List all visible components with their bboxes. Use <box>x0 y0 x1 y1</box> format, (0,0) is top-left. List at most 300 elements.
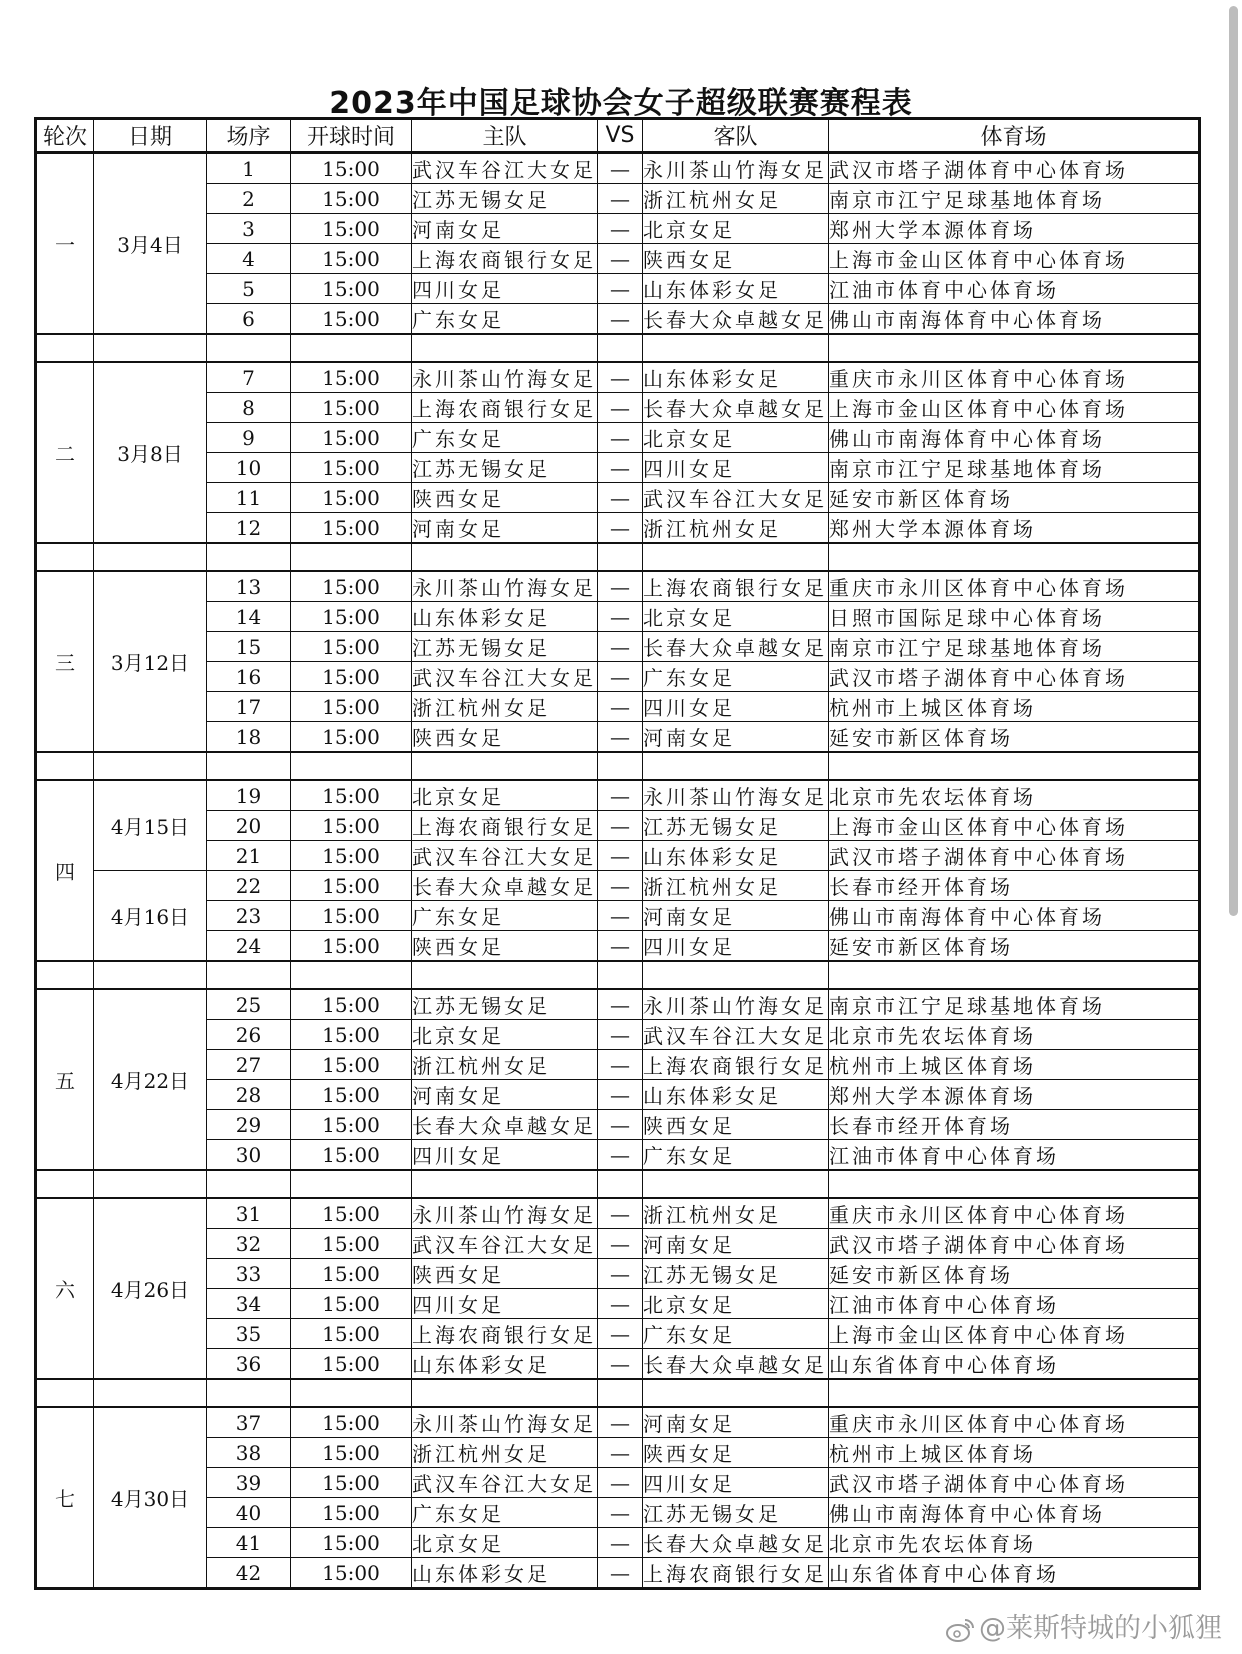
spacer-cell <box>94 543 207 571</box>
spacer-cell <box>412 752 598 780</box>
away-team-cell: 四川女足 <box>643 1468 829 1498</box>
away-team-cell: 北京女足 <box>643 214 829 244</box>
spacer-cell <box>412 961 598 989</box>
home-team-cell: 广东女足 <box>412 901 598 931</box>
vs-cell: — <box>598 841 643 871</box>
away-team-cell: 江苏无锡女足 <box>643 1259 829 1289</box>
venue-cell: 延安市新区体育场 <box>829 931 1200 962</box>
venue-cell: 上海市金山区体育中心体育场 <box>829 811 1200 841</box>
home-team-cell: 四川女足 <box>412 1140 598 1171</box>
header-date: 日期 <box>94 119 207 153</box>
venue-cell: 南京市江宁足球基地体育场 <box>829 632 1200 662</box>
kickoff-time-cell: 15:00 <box>291 1259 412 1289</box>
schedule-table <box>34 117 1201 1590</box>
away-team-cell: 陕西女足 <box>643 244 829 274</box>
home-team-cell: 上海农商银行女足 <box>412 1319 598 1349</box>
spacer-cell <box>643 334 829 362</box>
kickoff-time-cell: 15:00 <box>291 811 412 841</box>
match-number-cell: 36 <box>207 1349 291 1380</box>
away-team-cell: 河南女足 <box>643 901 829 931</box>
spacer-cell <box>598 1379 643 1407</box>
away-team-cell: 上海农商银行女足 <box>643 1558 829 1589</box>
spacer-cell <box>207 1170 291 1198</box>
spacer-cell <box>829 1379 1200 1407</box>
match-row <box>36 153 1200 184</box>
date-cell: 4月30日 <box>94 1407 207 1589</box>
date-cell: 4月15日 <box>94 780 207 871</box>
match-row <box>36 1259 1200 1289</box>
spacer-cell <box>36 543 94 571</box>
match-number-cell: 20 <box>207 811 291 841</box>
away-team-cell: 长春大众卓越女足 <box>643 393 829 423</box>
header-match-number: 场序 <box>207 119 291 153</box>
venue-cell: 重庆市永川区体育中心体育场 <box>829 1407 1200 1438</box>
match-row <box>36 244 1200 274</box>
match-number-cell: 12 <box>207 513 291 544</box>
match-row <box>36 841 1200 871</box>
spacer-cell <box>36 1379 94 1407</box>
venue-cell: 重庆市永川区体育中心体育场 <box>829 571 1200 602</box>
match-row <box>36 1050 1200 1080</box>
vs-cell: — <box>598 1407 643 1438</box>
away-team-cell: 河南女足 <box>643 1407 829 1438</box>
spacer-cell <box>412 334 598 362</box>
venue-cell: 江油市体育中心体育场 <box>829 274 1200 304</box>
vs-cell: — <box>598 1110 643 1140</box>
kickoff-time-cell: 15:00 <box>291 244 412 274</box>
vs-cell: — <box>598 1528 643 1558</box>
spacer-cell <box>36 1170 94 1198</box>
away-team-cell: 长春大众卓越女足 <box>643 1528 829 1558</box>
match-row <box>36 1140 1200 1171</box>
home-team-cell: 河南女足 <box>412 214 598 244</box>
spacer-cell <box>412 1379 598 1407</box>
vs-cell: — <box>598 483 643 513</box>
spacer-row <box>36 752 1200 780</box>
home-team-cell: 永川茶山竹海女足 <box>412 1407 598 1438</box>
home-team-cell: 长春大众卓越女足 <box>412 871 598 901</box>
away-team-cell: 广东女足 <box>643 1319 829 1349</box>
page-title: 2023年中国足球协会女子超级联赛赛程表 <box>329 86 913 121</box>
match-number-cell: 34 <box>207 1289 291 1319</box>
away-team-cell: 北京女足 <box>643 602 829 632</box>
vs-cell: — <box>598 692 643 722</box>
away-team-cell: 浙江杭州女足 <box>643 871 829 901</box>
vs-cell: — <box>598 214 643 244</box>
home-team-cell: 永川茶山竹海女足 <box>412 571 598 602</box>
home-team-cell: 山东体彩女足 <box>412 1558 598 1589</box>
match-row <box>36 1319 1200 1349</box>
vs-cell: — <box>598 423 643 453</box>
spacer-cell <box>291 752 412 780</box>
venue-cell: 日照市国际足球中心体育场 <box>829 602 1200 632</box>
venue-cell: 北京市先农坛体育场 <box>829 780 1200 811</box>
spacer-cell <box>412 1170 598 1198</box>
away-team-cell: 河南女足 <box>643 722 829 753</box>
away-team-cell: 四川女足 <box>643 692 829 722</box>
vs-cell: — <box>598 184 643 214</box>
vs-cell: — <box>598 393 643 423</box>
away-team-cell: 广东女足 <box>643 1140 829 1171</box>
venue-cell: 南京市江宁足球基地体育场 <box>829 184 1200 214</box>
venue-cell: 佛山市南海体育中心体育场 <box>829 304 1200 335</box>
venue-cell: 江油市体育中心体育场 <box>829 1289 1200 1319</box>
match-row <box>36 1528 1200 1558</box>
home-team-cell: 江苏无锡女足 <box>412 453 598 483</box>
round-cell: 六 <box>36 1198 94 1379</box>
venue-cell: 佛山市南海体育中心体育场 <box>829 901 1200 931</box>
home-team-cell: 长春大众卓越女足 <box>412 1110 598 1140</box>
match-number-cell: 17 <box>207 692 291 722</box>
venue-cell: 江油市体育中心体育场 <box>829 1140 1200 1171</box>
home-team-cell: 武汉车谷江大女足 <box>412 662 598 692</box>
header-away-team: 客队 <box>643 119 829 153</box>
away-team-cell: 江苏无锡女足 <box>643 1498 829 1528</box>
match-number-cell: 29 <box>207 1110 291 1140</box>
kickoff-time-cell: 15:00 <box>291 393 412 423</box>
vs-cell: — <box>598 722 643 753</box>
away-team-cell: 武汉车谷江大女足 <box>643 483 829 513</box>
vs-cell: — <box>598 602 643 632</box>
date-cell: 4月26日 <box>94 1198 207 1379</box>
header-venue: 体育场 <box>829 119 1200 153</box>
spacer-cell <box>643 961 829 989</box>
round-cell: 一 <box>36 153 94 335</box>
away-team-cell: 上海农商银行女足 <box>643 571 829 602</box>
header-kickoff-time: 开球时间 <box>291 119 412 153</box>
spacer-cell <box>207 961 291 989</box>
spacer-cell <box>643 1170 829 1198</box>
match-row <box>36 602 1200 632</box>
away-team-cell: 广东女足 <box>643 662 829 692</box>
vs-cell: — <box>598 362 643 393</box>
match-number-cell: 6 <box>207 304 291 335</box>
venue-cell: 山东省体育中心体育场 <box>829 1558 1200 1589</box>
vs-cell: — <box>598 1438 643 1468</box>
kickoff-time-cell: 15:00 <box>291 1289 412 1319</box>
spacer-cell <box>207 543 291 571</box>
kickoff-time-cell: 15:00 <box>291 1407 412 1438</box>
spacer-cell <box>643 543 829 571</box>
match-number-cell: 33 <box>207 1259 291 1289</box>
match-number-cell: 30 <box>207 1140 291 1171</box>
vs-cell: — <box>598 1349 643 1380</box>
home-team-cell: 上海农商银行女足 <box>412 811 598 841</box>
kickoff-time-cell: 15:00 <box>291 692 412 722</box>
home-team-cell: 河南女足 <box>412 1080 598 1110</box>
vs-cell: — <box>598 1020 643 1050</box>
venue-cell: 武汉市塔子湖体育中心体育场 <box>829 662 1200 692</box>
match-row <box>36 722 1200 753</box>
home-team-cell: 江苏无锡女足 <box>412 184 598 214</box>
match-number-cell: 35 <box>207 1319 291 1349</box>
round-cell: 二 <box>36 362 94 543</box>
venue-cell: 杭州市上城区体育场 <box>829 692 1200 722</box>
watermark-text: @莱斯特城的小狐狸 <box>979 1613 1222 1644</box>
match-row <box>36 1198 1200 1229</box>
away-team-cell: 永川茶山竹海女足 <box>643 153 829 184</box>
home-team-cell: 北京女足 <box>412 1528 598 1558</box>
date-cell: 3月12日 <box>94 571 207 752</box>
match-number-cell: 1 <box>207 153 291 184</box>
venue-cell: 长春市经开体育场 <box>829 1110 1200 1140</box>
date-cell: 4月22日 <box>94 989 207 1170</box>
kickoff-time-cell: 15:00 <box>291 1349 412 1380</box>
venue-cell: 北京市先农坛体育场 <box>829 1020 1200 1050</box>
kickoff-time-cell: 15:00 <box>291 1020 412 1050</box>
spacer-cell <box>94 1379 207 1407</box>
match-row <box>36 662 1200 692</box>
away-team-cell: 江苏无锡女足 <box>643 811 829 841</box>
away-team-cell: 陕西女足 <box>643 1110 829 1140</box>
away-team-cell: 北京女足 <box>643 423 829 453</box>
kickoff-time-cell: 15:00 <box>291 453 412 483</box>
match-row <box>36 362 1200 393</box>
kickoff-time-cell: 15:00 <box>291 1110 412 1140</box>
spacer-cell <box>94 1170 207 1198</box>
home-team-cell: 江苏无锡女足 <box>412 632 598 662</box>
match-number-cell: 26 <box>207 1020 291 1050</box>
kickoff-time-cell: 15:00 <box>291 632 412 662</box>
kickoff-time-cell: 15:00 <box>291 571 412 602</box>
spacer-cell <box>291 1170 412 1198</box>
match-number-cell: 14 <box>207 602 291 632</box>
venue-cell: 武汉市塔子湖体育中心体育场 <box>829 1468 1200 1498</box>
header-row <box>36 119 1200 153</box>
vs-cell: — <box>598 989 643 1020</box>
spacer-cell <box>829 1170 1200 1198</box>
vs-cell: — <box>598 780 643 811</box>
kickoff-time-cell: 15:00 <box>291 362 412 393</box>
away-team-cell: 河南女足 <box>643 1229 829 1259</box>
vs-cell: — <box>598 871 643 901</box>
kickoff-time-cell: 15:00 <box>291 214 412 244</box>
match-number-cell: 31 <box>207 1198 291 1229</box>
home-team-cell: 武汉车谷江大女足 <box>412 1229 598 1259</box>
home-team-cell: 广东女足 <box>412 304 598 335</box>
kickoff-time-cell: 15:00 <box>291 1140 412 1171</box>
match-row <box>36 1407 1200 1438</box>
spacer-cell <box>598 543 643 571</box>
vs-cell: — <box>598 1198 643 1229</box>
match-number-cell: 23 <box>207 901 291 931</box>
header-home-team: 主队 <box>412 119 598 153</box>
home-team-cell: 武汉车谷江大女足 <box>412 153 598 184</box>
home-team-cell: 山东体彩女足 <box>412 1349 598 1380</box>
away-team-cell: 长春大众卓越女足 <box>643 632 829 662</box>
match-row <box>36 1498 1200 1528</box>
away-team-cell: 浙江杭州女足 <box>643 1198 829 1229</box>
venue-cell: 上海市金山区体育中心体育场 <box>829 393 1200 423</box>
match-row <box>36 811 1200 841</box>
header-round: 轮次 <box>36 119 94 153</box>
match-number-cell: 7 <box>207 362 291 393</box>
venue-cell: 郑州大学本源体育场 <box>829 513 1200 544</box>
spacer-cell <box>207 1379 291 1407</box>
home-team-cell: 陕西女足 <box>412 722 598 753</box>
away-team-cell: 北京女足 <box>643 1289 829 1319</box>
vs-cell: — <box>598 571 643 602</box>
venue-cell: 上海市金山区体育中心体育场 <box>829 244 1200 274</box>
match-number-cell: 10 <box>207 453 291 483</box>
vs-cell: — <box>598 1080 643 1110</box>
kickoff-time-cell: 15:00 <box>291 304 412 335</box>
spacer-cell <box>412 543 598 571</box>
match-number-cell: 25 <box>207 989 291 1020</box>
kickoff-time-cell: 15:00 <box>291 1558 412 1589</box>
spacer-cell <box>598 334 643 362</box>
match-number-cell: 42 <box>207 1558 291 1589</box>
home-team-cell: 陕西女足 <box>412 931 598 962</box>
match-row <box>36 1349 1200 1380</box>
vs-cell: — <box>598 153 643 184</box>
home-team-cell: 上海农商银行女足 <box>412 393 598 423</box>
kickoff-time-cell: 15:00 <box>291 662 412 692</box>
match-number-cell: 8 <box>207 393 291 423</box>
match-number-cell: 27 <box>207 1050 291 1080</box>
home-team-cell: 广东女足 <box>412 423 598 453</box>
spacer-cell <box>94 961 207 989</box>
away-team-cell: 长春大众卓越女足 <box>643 1349 829 1380</box>
spacer-cell <box>207 334 291 362</box>
match-number-cell: 15 <box>207 632 291 662</box>
home-team-cell: 四川女足 <box>412 274 598 304</box>
spacer-cell <box>94 752 207 780</box>
home-team-cell: 武汉车谷江大女足 <box>412 1468 598 1498</box>
venue-cell: 长春市经开体育场 <box>829 871 1200 901</box>
away-team-cell: 四川女足 <box>643 931 829 962</box>
match-number-cell: 32 <box>207 1229 291 1259</box>
spacer-cell <box>207 752 291 780</box>
home-team-cell: 北京女足 <box>412 780 598 811</box>
match-number-cell: 2 <box>207 184 291 214</box>
kickoff-time-cell: 15:00 <box>291 423 412 453</box>
vs-cell: — <box>598 244 643 274</box>
match-row <box>36 184 1200 214</box>
match-number-cell: 13 <box>207 571 291 602</box>
match-row <box>36 513 1200 544</box>
match-number-cell: 11 <box>207 483 291 513</box>
kickoff-time-cell: 15:00 <box>291 1528 412 1558</box>
kickoff-time-cell: 15:00 <box>291 871 412 901</box>
kickoff-time-cell: 15:00 <box>291 931 412 962</box>
match-number-cell: 19 <box>207 780 291 811</box>
match-row <box>36 1289 1200 1319</box>
venue-cell: 南京市江宁足球基地体育场 <box>829 989 1200 1020</box>
kickoff-time-cell: 15:00 <box>291 274 412 304</box>
vs-cell: — <box>598 1140 643 1171</box>
home-team-cell: 陕西女足 <box>412 1259 598 1289</box>
venue-cell: 南京市江宁足球基地体育场 <box>829 453 1200 483</box>
match-number-cell: 41 <box>207 1528 291 1558</box>
spacer-cell <box>643 752 829 780</box>
watermark <box>945 1606 1222 1645</box>
home-team-cell: 广东女足 <box>412 1498 598 1528</box>
home-team-cell: 永川茶山竹海女足 <box>412 362 598 393</box>
match-row <box>36 901 1200 931</box>
venue-cell: 上海市金山区体育中心体育场 <box>829 1319 1200 1349</box>
venue-cell: 佛山市南海体育中心体育场 <box>829 1498 1200 1528</box>
away-team-cell: 武汉车谷江大女足 <box>643 1020 829 1050</box>
match-number-cell: 38 <box>207 1438 291 1468</box>
spacer-row <box>36 1379 1200 1407</box>
kickoff-time-cell: 15:00 <box>291 841 412 871</box>
spacer-cell <box>829 752 1200 780</box>
away-team-cell: 长春大众卓越女足 <box>643 304 829 335</box>
away-team-cell: 永川茶山竹海女足 <box>643 989 829 1020</box>
home-team-cell: 浙江杭州女足 <box>412 692 598 722</box>
spacer-cell <box>829 334 1200 362</box>
kickoff-time-cell: 15:00 <box>291 1319 412 1349</box>
away-team-cell: 山东体彩女足 <box>643 1080 829 1110</box>
venue-cell: 延安市新区体育场 <box>829 483 1200 513</box>
venue-cell: 郑州大学本源体育场 <box>829 214 1200 244</box>
match-row <box>36 1080 1200 1110</box>
venue-cell: 延安市新区体育场 <box>829 722 1200 753</box>
vs-cell: — <box>598 931 643 962</box>
home-team-cell: 北京女足 <box>412 1020 598 1050</box>
match-row <box>36 1468 1200 1498</box>
vs-cell: — <box>598 1259 643 1289</box>
vs-cell: — <box>598 1229 643 1259</box>
spacer-row <box>36 961 1200 989</box>
match-row <box>36 632 1200 662</box>
spacer-cell <box>598 752 643 780</box>
match-number-cell: 39 <box>207 1468 291 1498</box>
scrollbar[interactable] <box>1229 6 1238 916</box>
spacer-cell <box>829 961 1200 989</box>
venue-cell: 郑州大学本源体育场 <box>829 1080 1200 1110</box>
round-cell: 七 <box>36 1407 94 1589</box>
match-row <box>36 453 1200 483</box>
match-row <box>36 931 1200 962</box>
kickoff-time-cell: 15:00 <box>291 1050 412 1080</box>
match-row <box>36 989 1200 1020</box>
spacer-cell <box>291 1379 412 1407</box>
schedule-body <box>36 153 1200 1589</box>
header-vs: VS <box>598 119 643 153</box>
match-row <box>36 1438 1200 1468</box>
match-row <box>36 692 1200 722</box>
home-team-cell: 山东体彩女足 <box>412 602 598 632</box>
match-number-cell: 4 <box>207 244 291 274</box>
spacer-row <box>36 543 1200 571</box>
away-team-cell: 浙江杭州女足 <box>643 513 829 544</box>
spacer-cell <box>643 1379 829 1407</box>
kickoff-time-cell: 15:00 <box>291 483 412 513</box>
kickoff-time-cell: 15:00 <box>291 184 412 214</box>
home-team-cell: 江苏无锡女足 <box>412 989 598 1020</box>
match-number-cell: 37 <box>207 1407 291 1438</box>
vs-cell: — <box>598 1468 643 1498</box>
spacer-cell <box>36 334 94 362</box>
date-cell: 4月16日 <box>94 871 207 962</box>
match-row <box>36 1558 1200 1589</box>
spacer-cell <box>598 1170 643 1198</box>
spacer-cell <box>829 543 1200 571</box>
away-team-cell: 永川茶山竹海女足 <box>643 780 829 811</box>
round-cell: 三 <box>36 571 94 752</box>
venue-cell: 重庆市永川区体育中心体育场 <box>829 1198 1200 1229</box>
vs-cell: — <box>598 1319 643 1349</box>
spacer-cell <box>36 961 94 989</box>
spacer-cell <box>94 334 207 362</box>
vs-cell: — <box>598 453 643 483</box>
home-team-cell: 永川茶山竹海女足 <box>412 1198 598 1229</box>
spacer-cell <box>291 961 412 989</box>
match-number-cell: 21 <box>207 841 291 871</box>
vs-cell: — <box>598 662 643 692</box>
